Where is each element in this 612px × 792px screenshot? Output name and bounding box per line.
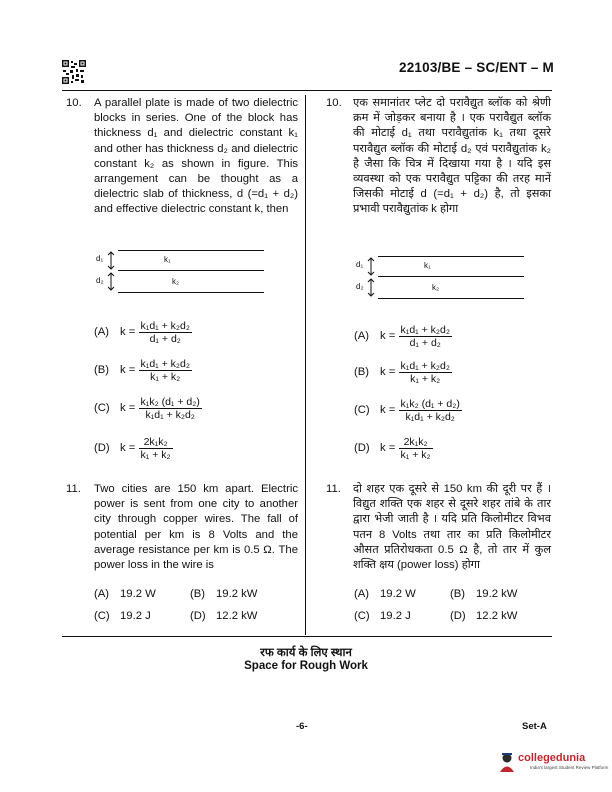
header-divider <box>62 90 552 91</box>
q11-en <box>66 482 298 573</box>
q11-hi-option-b[interactable]: (B) 19.2 kW <box>450 588 518 600</box>
column-divider <box>305 95 306 635</box>
set-label: Set-A <box>522 721 547 732</box>
fig-k1-label: k₁ <box>164 255 171 264</box>
rough-work-title-hi: रफ कार्य के लिए स्थान <box>260 647 352 659</box>
q10-en-option-a[interactable]: (A) k = $\frac{\text{k₁d₁ + k₂d₂}}{\text{d₁ + d₂}}$ <box>94 320 190 345</box>
q11-en-option-b[interactable]: (B) 19.2 kW <box>190 588 258 600</box>
thickness-arrows-icon <box>106 251 116 291</box>
q10-hi-text: एक समानांतर प्लेट दो परावैद्युत ब्लॉक को श्रेणी क्रम में जोड़कर बनाया है । एक परावैद्युत ब्लॉक की मोटाई d₁ तथा परावैद्युतांक k₁ तथा दूसरे परावैद्युत ब्लॉक की मोटाई d₂ एवं परावैद्युतांक k₂ है जैसा कि चित्र में दिखाया गया है । यदि इस व्यवस्था को एक परावैद्युत पट्टिका की तरह मानें जिसकी मोटाई d (=d₁ + d₂) है, तो इसका प्रभावी परावैद्युतांक k होगा <box>353 97 551 216</box>
q11-en-option-d[interactable]: (D) 12.2 kW <box>190 610 258 622</box>
q10-hi <box>326 96 551 218</box>
q11-hi-option-d[interactable]: (D) 12.2 kW <box>450 610 518 622</box>
q11-en-option-c[interactable]: (C) 19.2 J <box>94 610 151 622</box>
q10-en-text: A parallel plate is made of two dielectric blocks in series. One of the block has thickness d₁ and dielectric constant k₁ and other has thickness d₂ and dielectric constant k₂ as shown in figure. This arrangement can be thought as a dielectric slab of thickness, d (=d₁ + d₂) and effective dielectric constant k, then <box>94 97 298 216</box>
q11-en-option-a[interactable]: (A) 19.2 W <box>94 588 156 600</box>
thickness-arrows-icon <box>366 257 376 297</box>
q10-en-option-d[interactable]: (D) k = $\frac{\text{2k₁k₂}}{\text{k₁ + k₂}}$ <box>94 436 171 461</box>
paper-code: 22103/BE – SC/ENT – M <box>398 60 554 75</box>
q10-en-figure <box>96 246 266 296</box>
q10-hi-number: 10. <box>326 97 342 109</box>
qr-code-icon <box>62 60 86 84</box>
fig-d2-label: d₂ <box>356 282 364 291</box>
logo-tagline: India's largest Student Review Platform <box>530 765 609 770</box>
q11-hi-number: 11. <box>326 483 341 495</box>
fig-d1-label: d₁ <box>356 260 364 269</box>
fig-d1-label: d₁ <box>96 254 104 263</box>
q11-number: 11. <box>66 483 81 495</box>
q11-hi-option-a[interactable]: (A) 19.2 W <box>354 588 416 600</box>
fig-k2-label: k₂ <box>172 277 180 286</box>
fig-d2-label: d₂ <box>96 276 104 285</box>
q10-hi-option-a[interactable]: (A) k = $\frac{\text{k₁d₁ + k₂d₂}}{\text{d₁ + d₂}}$ <box>354 324 450 349</box>
rough-work-divider <box>62 636 552 637</box>
page-number: -6- <box>296 721 308 732</box>
collegedunia-logo: collegedunia <box>518 752 586 764</box>
fig-k2-label: k₂ <box>432 283 440 292</box>
q10-number: 10. <box>66 97 82 109</box>
q10-hi-option-c[interactable]: (C) k = $\frac{\text{k₁k₂ (d₁ + d₂)}}{\text{k₁d₁ + k₂d₂}}$ <box>354 398 460 423</box>
rough-work-title-en: Space for Rough Work <box>244 660 368 672</box>
q10-hi-figure <box>356 252 526 302</box>
q10-hi-option-b[interactable]: (B) k = $\frac{\text{k₁d₁ + k₂d₂}}{\text{k₁ + k₂}}$ <box>354 360 450 385</box>
fig-k1-label: k₁ <box>424 261 431 270</box>
q11-en-text: Two cities are 150 km apart. Electric power is sent from one city to another city through copper wires. The fall of potential per km is 8 Volts and the average resistance per km is 0.5 Ω. The power loss in the wire is <box>94 483 298 572</box>
student-avatar-icon <box>499 752 515 772</box>
q10-en-option-b[interactable]: (B) k = $\frac{\text{k₁d₁ + k₂d₂}}{\text{k₁ + k₂}}$ <box>94 358 190 383</box>
q11-hi <box>326 482 551 573</box>
q11-hi-option-c[interactable]: (C) 19.2 J <box>354 610 411 622</box>
q11-hi-text: दो शहर एक दूसरे से 150 km की दूरी पर हैं । विद्युत शक्ति एक शहर से दूसरे शहर तांबे के तार द्वारा भेजी जाती है । यदि प्रति किलोमीटर विभव पतन 8 Volts तथा तार का प्रति किलोमीटर औसत प्रतिरोधकता 0.5 Ω है, तो तार में कुल शक्ति क्षय (power loss) होगा <box>353 483 551 572</box>
q10-en-option-c[interactable]: (C) k = $\frac{\text{k₁k₂ (d₁ + d₂)}}{\text{k₁d₁ + k₂d₂}}$ <box>94 396 200 421</box>
q10-hi-option-d[interactable]: (D) k = $\frac{\text{2k₁k₂}}{\text{k₁ + k₂}}$ <box>354 436 431 461</box>
q10-en <box>66 96 298 218</box>
